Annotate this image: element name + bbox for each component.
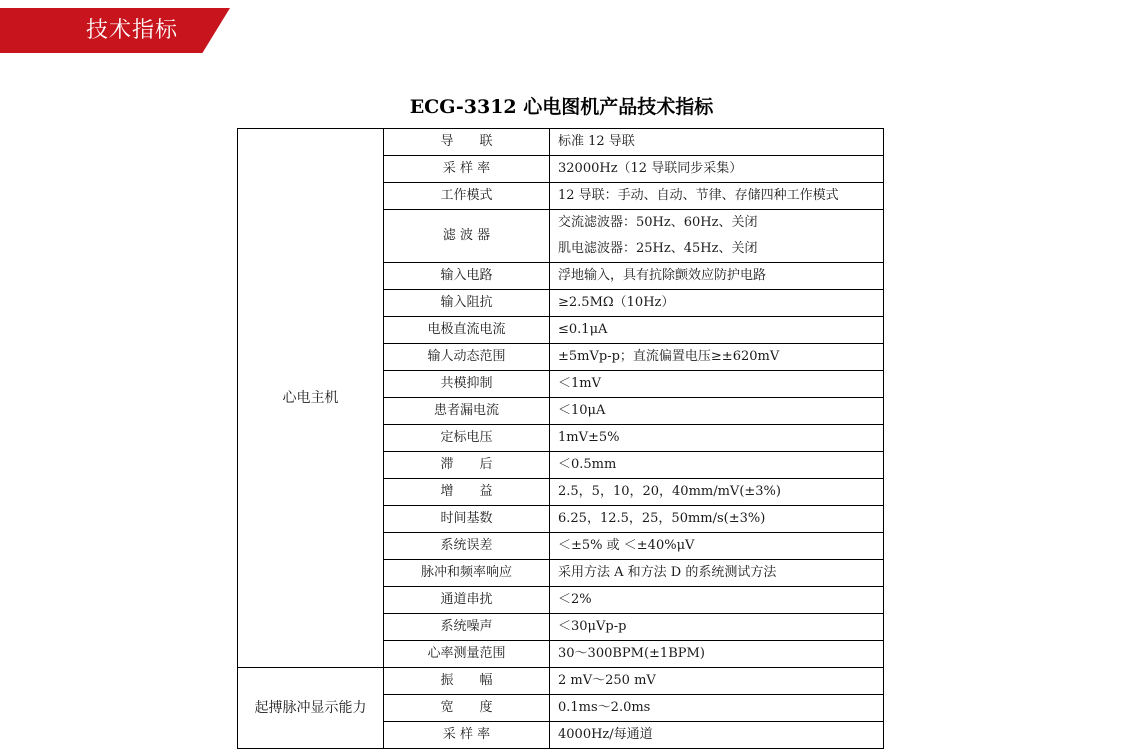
param-value-line: 6.25，12.5，25，50mm/s(±3%) <box>558 511 766 526</box>
param-value-line: ＜±5% 或 ＜±40%μV <box>558 538 695 553</box>
param-value-line: 交流滤波器：50Hz、60Hz、关闭 <box>558 215 758 230</box>
param-value <box>550 263 884 290</box>
param-value-line: 0.1ms～2.0ms <box>558 700 651 715</box>
param-name: 宽 度 <box>384 695 550 722</box>
param-value <box>550 587 884 614</box>
param-name: 定标电压 <box>384 425 550 452</box>
section-title: 技术指标 <box>86 18 179 43</box>
param-value-line: ＜10μA <box>558 403 606 418</box>
param-name: 工作模式 <box>384 183 550 210</box>
param-name: 输人动态范围 <box>384 344 550 371</box>
param-value <box>550 398 884 425</box>
table-row <box>238 668 884 695</box>
spec-table <box>237 128 884 749</box>
param-value <box>550 156 884 183</box>
param-value-line: 2.5，5，10，20，40mm/mV(±3%) <box>558 484 781 499</box>
param-value-line: 采用方法 A 和方法 D 的系统测试方法 <box>558 565 777 580</box>
param-name: 脉冲和频率响应 <box>384 560 550 587</box>
param-value <box>550 344 884 371</box>
param-name: 电极直流电流 <box>384 317 550 344</box>
param-value-line: 32000Hz（12 导联同步采集） <box>558 161 743 176</box>
param-value <box>550 290 884 317</box>
param-value-line: 肌电滤波器：25Hz、45Hz、关闭 <box>558 241 758 256</box>
param-value-line: ＜1mV <box>558 376 601 391</box>
param-value <box>550 452 884 479</box>
param-value <box>550 560 884 587</box>
param-name: 共模抑制 <box>384 371 550 398</box>
param-value <box>550 533 884 560</box>
param-value <box>550 425 884 452</box>
param-value <box>550 183 884 210</box>
param-value <box>550 317 884 344</box>
param-value <box>550 506 884 533</box>
param-name: 系统噪声 <box>384 614 550 641</box>
param-value <box>550 210 884 263</box>
table-row <box>238 129 884 156</box>
param-value-line: ＜0.5mm <box>558 457 617 472</box>
group-label: 心电主机 <box>238 129 384 668</box>
param-name: 滞 后 <box>384 452 550 479</box>
param-value <box>550 722 884 749</box>
param-name: 输入阻抗 <box>384 290 550 317</box>
param-value-line: 2 mV～250 mV <box>558 673 656 688</box>
param-name: 通道串扰 <box>384 587 550 614</box>
param-name: 患者漏电流 <box>384 398 550 425</box>
group-label: 起搏脉冲显示能力 <box>238 668 384 749</box>
param-value-line: 浮地输入，具有抗除颤效应防护电路 <box>558 268 767 283</box>
param-value <box>550 668 884 695</box>
document-title: ECG-3312 心电图机产品技术指标 <box>409 96 714 118</box>
param-value-line: 1mV±5% <box>558 430 620 445</box>
param-value-line: ≥2.5MΩ（10Hz） <box>558 295 675 310</box>
param-value <box>550 371 884 398</box>
param-value-line: ≤0.1μA <box>558 322 608 337</box>
param-name: 系统误差 <box>384 533 550 560</box>
param-value-line: 12 导联：手动、自动、节律、存储四种工作模式 <box>558 188 839 203</box>
param-name: 振 幅 <box>384 668 550 695</box>
param-value <box>550 614 884 641</box>
param-name: 增 益 <box>384 479 550 506</box>
param-name: 采 样 率 <box>384 156 550 183</box>
param-name: 滤 波 器 <box>384 210 550 263</box>
param-name: 采 样 率 <box>384 722 550 749</box>
param-name: 时间基数 <box>384 506 550 533</box>
param-value-line: 标准 12 导联 <box>558 134 635 149</box>
param-name: 输入电路 <box>384 263 550 290</box>
param-name: 导 联 <box>384 129 550 156</box>
param-value-line: ＜30μVp-p <box>558 619 627 634</box>
param-value <box>550 695 884 722</box>
param-value-line: ＜2% <box>558 592 592 607</box>
param-value <box>550 641 884 668</box>
param-value <box>550 129 884 156</box>
param-name: 心率测量范围 <box>384 641 550 668</box>
param-value-line: ±5mVp-p；直流偏置电压≥±620mV <box>558 349 780 364</box>
param-value-line: 4000Hz/每通道 <box>558 727 653 742</box>
spec-table-body <box>238 129 884 749</box>
param-value <box>550 479 884 506</box>
param-value-line: 30～300BPM(±1BPM) <box>558 646 705 661</box>
